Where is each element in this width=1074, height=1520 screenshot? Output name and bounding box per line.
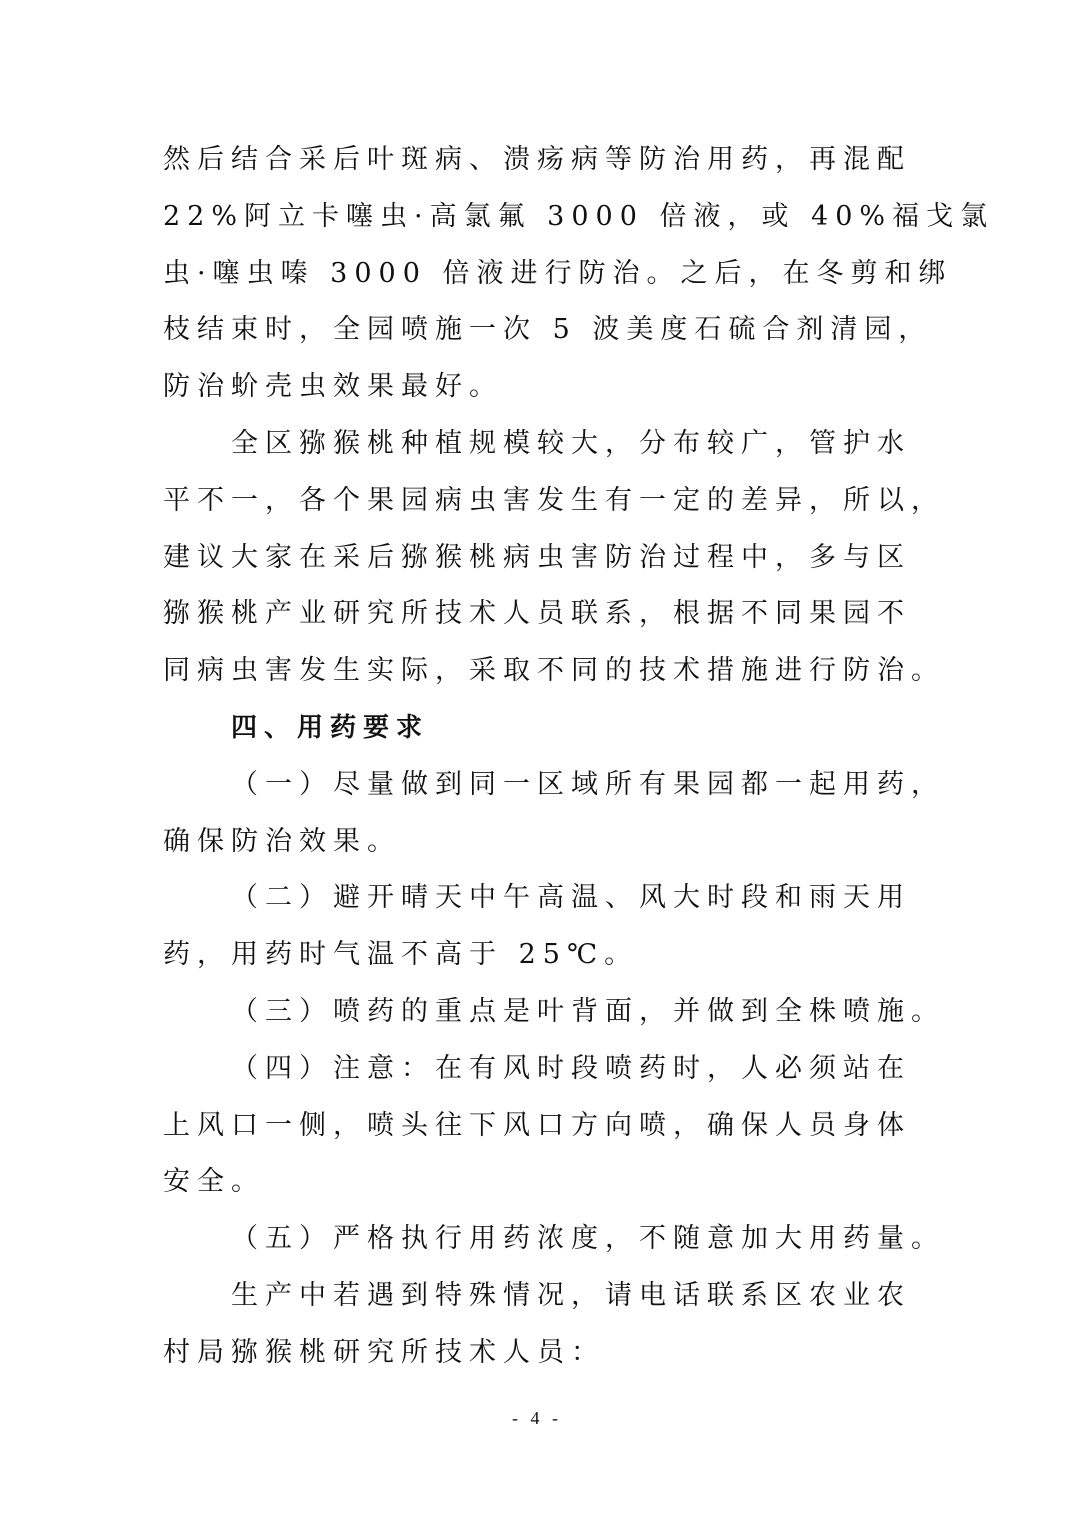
body-text [163, 132, 995, 1382]
text-line-7: 平不一，各个果园病虫害发生有一定的差异，所以， [163, 484, 945, 516]
text-line-6: 全区猕猴桃种植规模较大，分布较广，管护水 [231, 427, 911, 459]
text-line-18: 上风口一侧，喷头往下风口方向喷，确保人员身体 [163, 1109, 911, 1141]
text-line-16: （三）喷药的重点是叶背面，并做到全株喷施。 [231, 995, 945, 1027]
text-line-20: （五）严格执行用药浓度，不随意加大用药量。 [231, 1223, 945, 1255]
text-line-15: 药，用药时气温不高于 25℃。 [163, 939, 639, 971]
text-line-10: 同病虫害发生实际，采取不同的技术措施进行防治。 [163, 655, 945, 687]
text-line-2: 22%阿立卡噻虫·高氯氟 3000 倍液，或 40%福戈氯 [163, 200, 995, 232]
text-line-8: 建议大家在采后猕猴桃病虫害防治过程中，多与区 [163, 541, 911, 573]
text-line-3: 虫·噻虫嗪 3000 倍液进行防治。之后，在冬剪和绑 [163, 257, 953, 289]
text-line-17: （四）注意：在有风时段喷药时，人必须站在 [231, 1052, 911, 1084]
text-line-12: （一）尽量做到同一区域所有果园都一起用药， [231, 768, 945, 800]
text-line-19: 安全。 [163, 1166, 265, 1198]
text-line-5: 防治蚧壳虫效果最好。 [163, 371, 503, 403]
text-line-1: 然后结合采后叶斑病、溃疡病等防治用药，再混配 [163, 144, 911, 175]
text-line-13: 确保防治效果。 [163, 825, 401, 857]
text-line-14: （二）避开晴天中午高温、风大时段和雨天用 [231, 882, 911, 914]
text-line-22: 村局猕猴桃研究所技术人员： [163, 1336, 605, 1368]
section-heading: 四、用药要求 [231, 712, 430, 743]
page-number: - 4 - [512, 1408, 562, 1428]
text-line-9: 猕猴桃产业研究所技术人员联系，根据不同果园不 [163, 598, 911, 630]
text-line-21: 生产中若遇到特殊情况，请电话联系区农业农 [231, 1279, 911, 1311]
text-line-4: 枝结束时，全园喷施一次 5 波美度石硫合剂清园， [163, 314, 933, 346]
